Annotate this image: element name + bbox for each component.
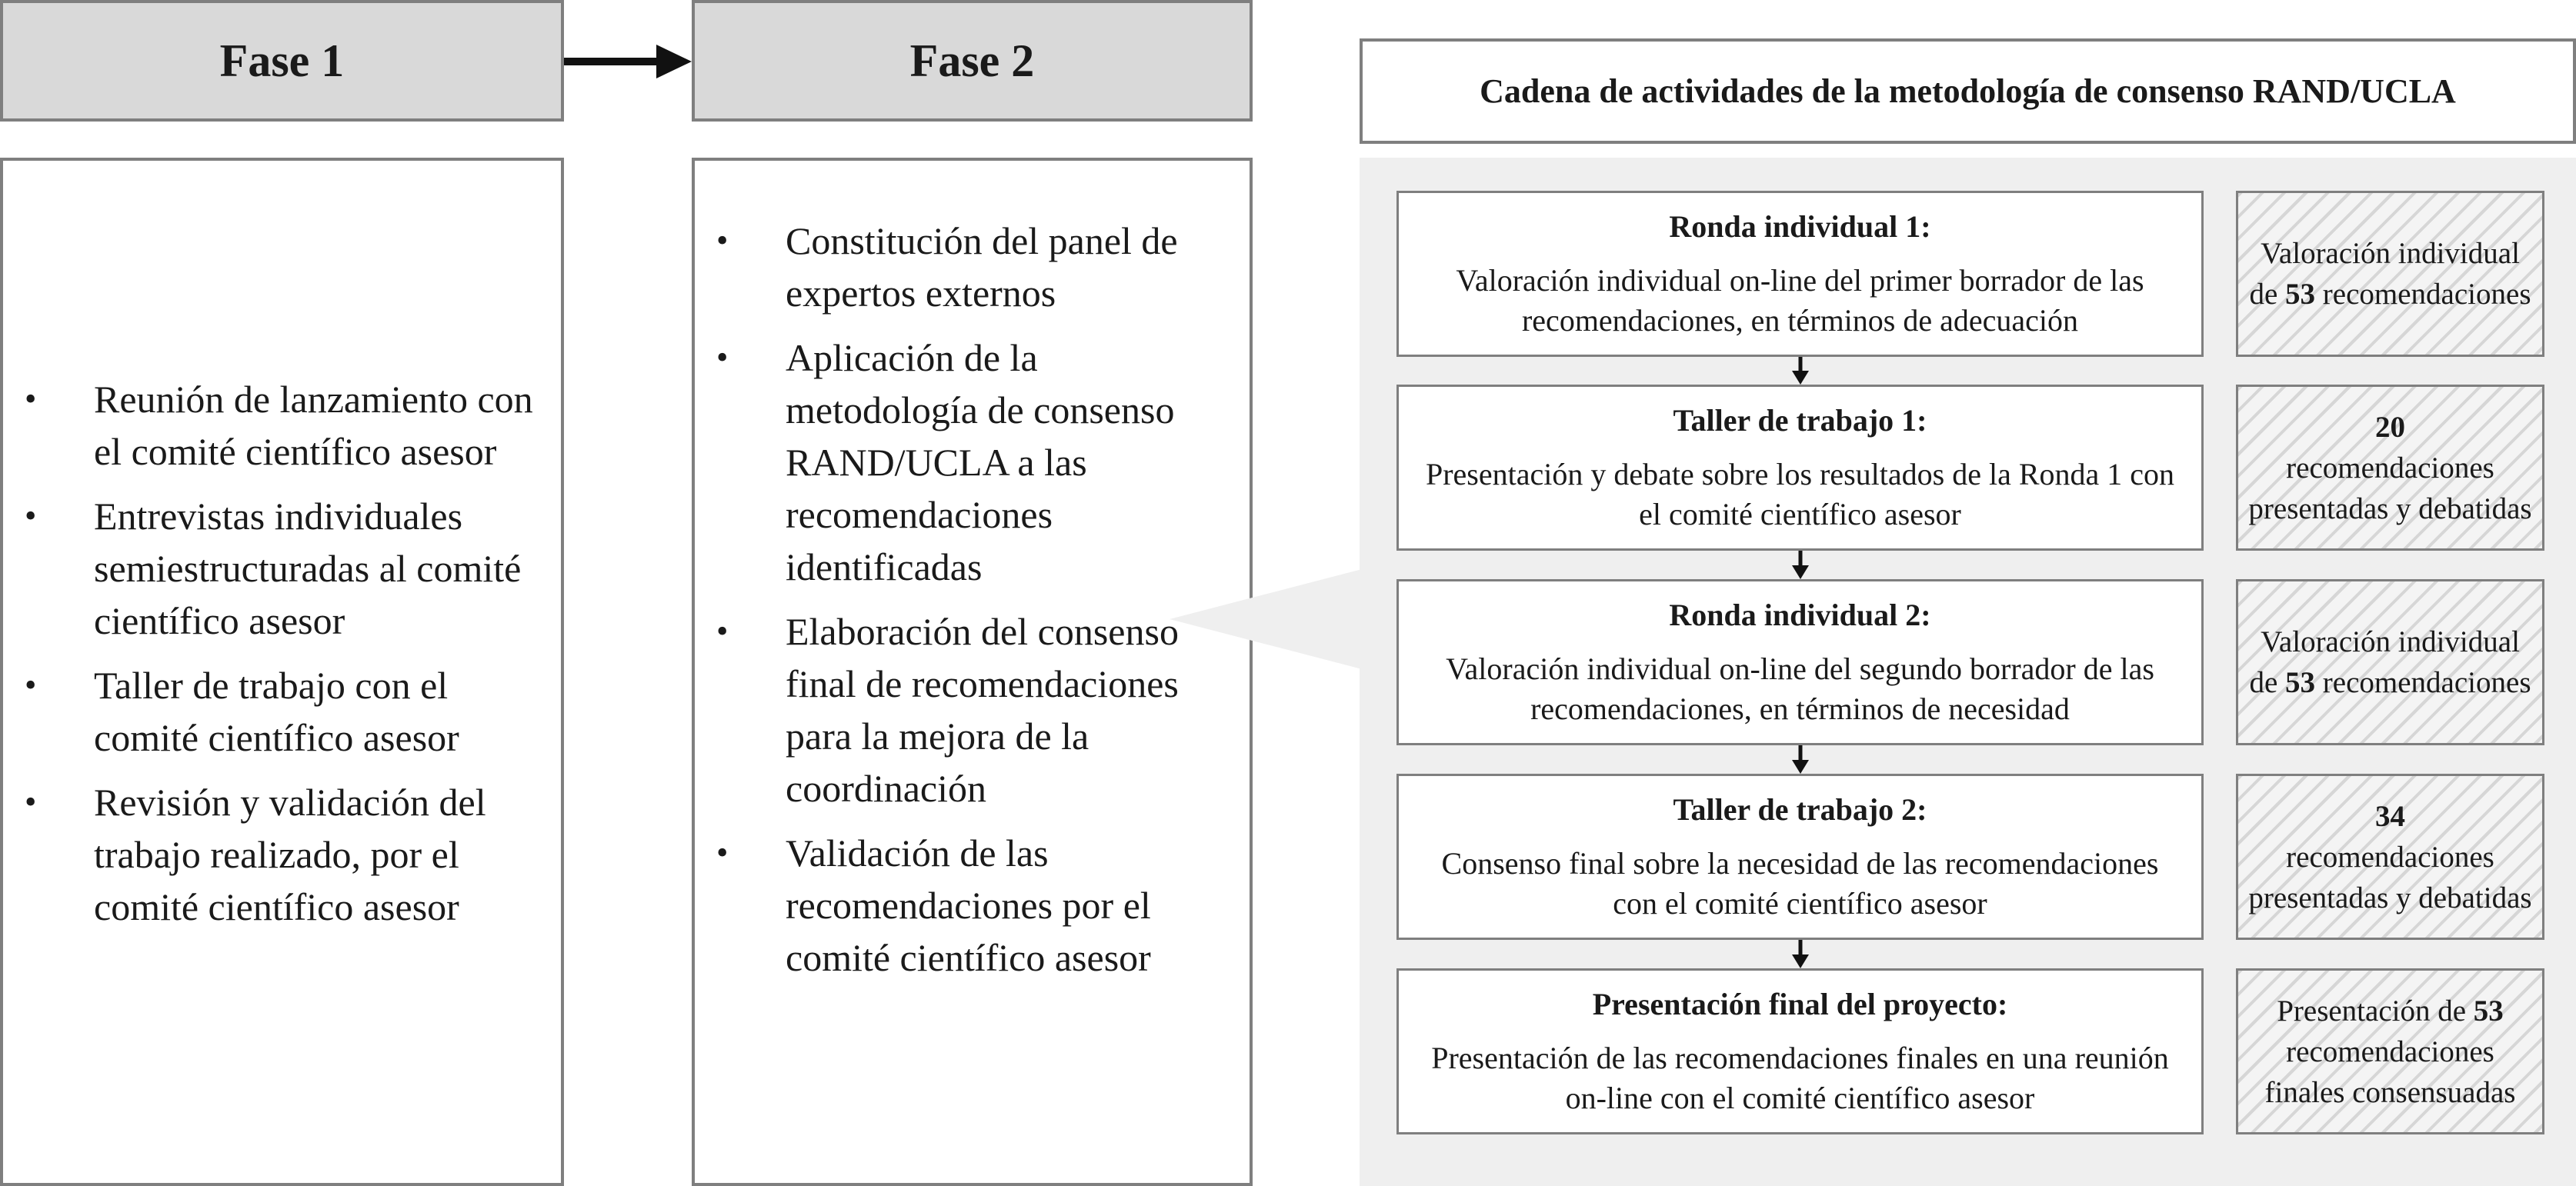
bullet-icon: • [25, 782, 37, 821]
bullet-icon: • [716, 338, 729, 376]
callout-pointer [1170, 569, 1362, 669]
list-item: • Validación de las recomendaciones por el comité científico asesor [695, 827, 1250, 984]
result-text: Valoración individual de 53 recomendaciones [2249, 237, 2531, 311]
step-ronda-2 [1396, 579, 2204, 745]
fase-2-body [692, 158, 1253, 1186]
step-title: Taller de trabajo 1: [1673, 403, 1927, 438]
result-count: 20 [2375, 410, 2405, 444]
step-taller-2 [1396, 774, 2204, 940]
step-description: Consenso final sobre la necesidad de las recomendaciones con el comité científico asesor [1441, 846, 2159, 921]
list-item: • Constitución del panel de expertos externos [695, 215, 1250, 319]
list-item: • Reunión de lanzamiento con el comité científico asesor [3, 373, 561, 478]
bullet-icon: • [716, 833, 729, 871]
fase-2-bullet-list [695, 215, 1250, 984]
step-title: Presentación final del proyecto: [1592, 987, 2008, 1021]
list-item: • Taller de trabajo con el comité científico asesor [3, 659, 561, 764]
result-ronda-2 [2236, 579, 2544, 745]
result-presentacion-final [2236, 968, 2544, 1134]
result-count: 53 [2285, 666, 2316, 699]
list-item: • Entrevistas individuales semiestructuradas al comité científico asesor [3, 490, 561, 647]
bullet-icon: • [25, 665, 37, 704]
list-item: • Elaboración del consenso final de recomendaciones para la mejora de la coordinación [695, 605, 1250, 815]
result-text: Valoración individual de 53 recomendaciones [2249, 625, 2531, 699]
step-ronda-1 [1396, 191, 2204, 357]
result-taller-2 [2236, 774, 2544, 940]
step-description: Valoración individual on-line del primer borrador de las recomendaciones, en términos de adecuación [1456, 263, 2144, 338]
down-arrow-icon [1785, 940, 1816, 968]
fase-1-header [0, 0, 564, 122]
step-title: Ronda individual 1: [1669, 209, 1931, 244]
phase-arrow [564, 40, 693, 83]
step-description: Presentación de las recomendaciones finales en una reunión on-line con el comité científico asesor [1431, 1041, 2169, 1115]
bullet-icon: • [25, 496, 37, 535]
step-description: Presentación y debate sobre los resultados de la Ronda 1 con el comité científico asesor [1425, 457, 2175, 531]
result-taller-1 [2236, 385, 2544, 551]
fase-1-title: Fase 1 [219, 35, 345, 86]
result-text: Presentación de 53 recomendaciones finales consensuadas [2264, 994, 2516, 1109]
result-count: 34 [2375, 799, 2405, 833]
fase-1-bullet-list [3, 373, 561, 933]
fase-2-title: Fase 2 [909, 35, 1035, 86]
cadena-title-box [1360, 38, 2576, 144]
result-ronda-1 [2236, 191, 2544, 357]
cadena-title: Cadena de actividades de la metodología de consenso RAND/UCLA [1480, 72, 2456, 110]
step-title: Ronda individual 2: [1669, 598, 1931, 632]
down-arrow-icon [1785, 357, 1816, 385]
result-text: 20 recomendaciones presentadas y debatidas [2248, 410, 2532, 525]
bullet-icon: • [716, 611, 729, 650]
step-presentacion-final [1396, 968, 2204, 1134]
result-count: 53 [2473, 994, 2504, 1028]
bullet-icon: • [716, 221, 729, 259]
down-arrow-icon [1785, 745, 1816, 774]
result-count: 53 [2285, 278, 2316, 311]
step-title: Taller de trabajo 2: [1673, 792, 1927, 827]
result-text: 34 recomendaciones presentadas y debatidas [2248, 799, 2532, 914]
fase-1-body [0, 158, 564, 1186]
list-item: • Aplicación de la metodología de consenso RAND/UCLA a las recomendaciones identificadas [695, 331, 1250, 593]
list-item: • Revisión y validación del trabajo realizado, por el comité científico asesor [3, 776, 561, 933]
step-taller-1 [1396, 385, 2204, 551]
step-description: Valoración individual on-line del segundo borrador de las recomendaciones, en términos de necesidad [1446, 651, 2154, 726]
down-arrow-icon [1785, 551, 1816, 579]
fase-2-header [692, 0, 1253, 122]
bullet-icon: • [25, 379, 37, 418]
